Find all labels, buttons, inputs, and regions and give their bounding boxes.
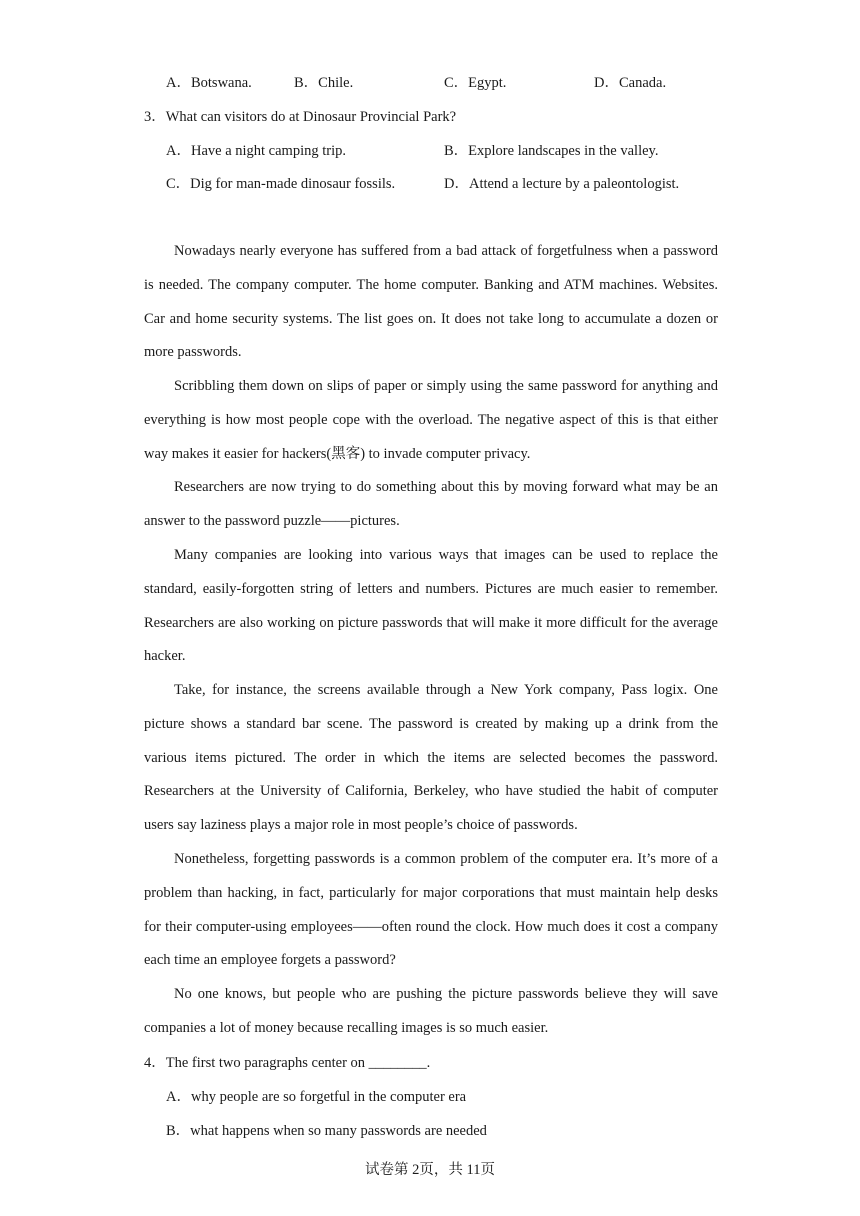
q3-option-c: C．Dig for man-made dinosaur fossils. bbox=[166, 176, 396, 192]
q2-option-d: D．Canada. bbox=[594, 75, 667, 91]
q4-option-a: A．why people are so forgetful in the computer era bbox=[166, 1089, 467, 1105]
passage-paragraph-5: Take, for instance, the screens available through a New York company, Pass logix. One picture shows a standard bar scene. The password is created by making up a drink from the various items pictured. The order in which the items are selected becomes the password. Researchers at the University of California, Berkeley, who have studied the habit of computer users say laziness plays a major role in most people’s choice of passwords. bbox=[144, 682, 718, 834]
q3-option-a: A．Have a night camping trip. bbox=[166, 143, 346, 159]
q4-option-b: B．what happens when so many passwords are needed bbox=[166, 1123, 487, 1139]
q2-option-b: B．Chile. bbox=[294, 75, 354, 91]
q3-option-d: D．Attend a lecture by a paleontologist. bbox=[444, 176, 680, 192]
passage-paragraph-2: Scribbling them down on slips of paper or simply using the same password for anything and everything is how most people cope with the overload. The negative aspect of this is that either way makes it easier for hackers(黑客) to invade computer privacy. bbox=[144, 378, 718, 462]
q4-stem: 4．The first two paragraphs center on ________. bbox=[144, 1055, 431, 1071]
q3-option-b: B．Explore landscapes in the valley. bbox=[444, 143, 659, 159]
passage-paragraph-7: No one knows, but people who are pushing the picture passwords believe they will save companies a lot of money because recalling images is so much easier. bbox=[144, 986, 718, 1036]
page-footer: 试卷第 2页，共 11页 bbox=[365, 1162, 495, 1178]
passage-paragraph-4: Many companies are looking into various ways that images can be used to replace the standard, easily-forgotten string of letters and numbers. Pictures are much easier to remember. Researchers are also working on picture passwords that will make it more difficult for the average hacker. bbox=[144, 547, 718, 665]
q2-option-c: C．Egypt. bbox=[444, 75, 507, 91]
q2-option-a: A．Botswana. bbox=[166, 75, 252, 91]
passage-paragraph-3: Researchers are now trying to do something about this by moving forward what may be an answer to the password puzzle——pictures. bbox=[144, 479, 718, 529]
passage-paragraph-6: Nonetheless, forgetting passwords is a common problem of the computer era. It’s more of a problem than hacking, in fact, particularly for major corporations that must maintain help desks for their computer-using employees——often round the clock. How much does it cost a company each time an employee forgets a password? bbox=[144, 851, 718, 969]
q3-stem: 3．What can visitors do at Dinosaur Provincial Park? bbox=[144, 109, 457, 125]
passage-paragraph-1: Nowadays nearly everyone has suffered from a bad attack of forgetfulness when a password is needed. The company computer. The home computer. Banking and ATM machines. Websites. Car and home security systems. The list goes on. It does not take long to accumulate a dozen or more passwords. bbox=[144, 243, 718, 361]
